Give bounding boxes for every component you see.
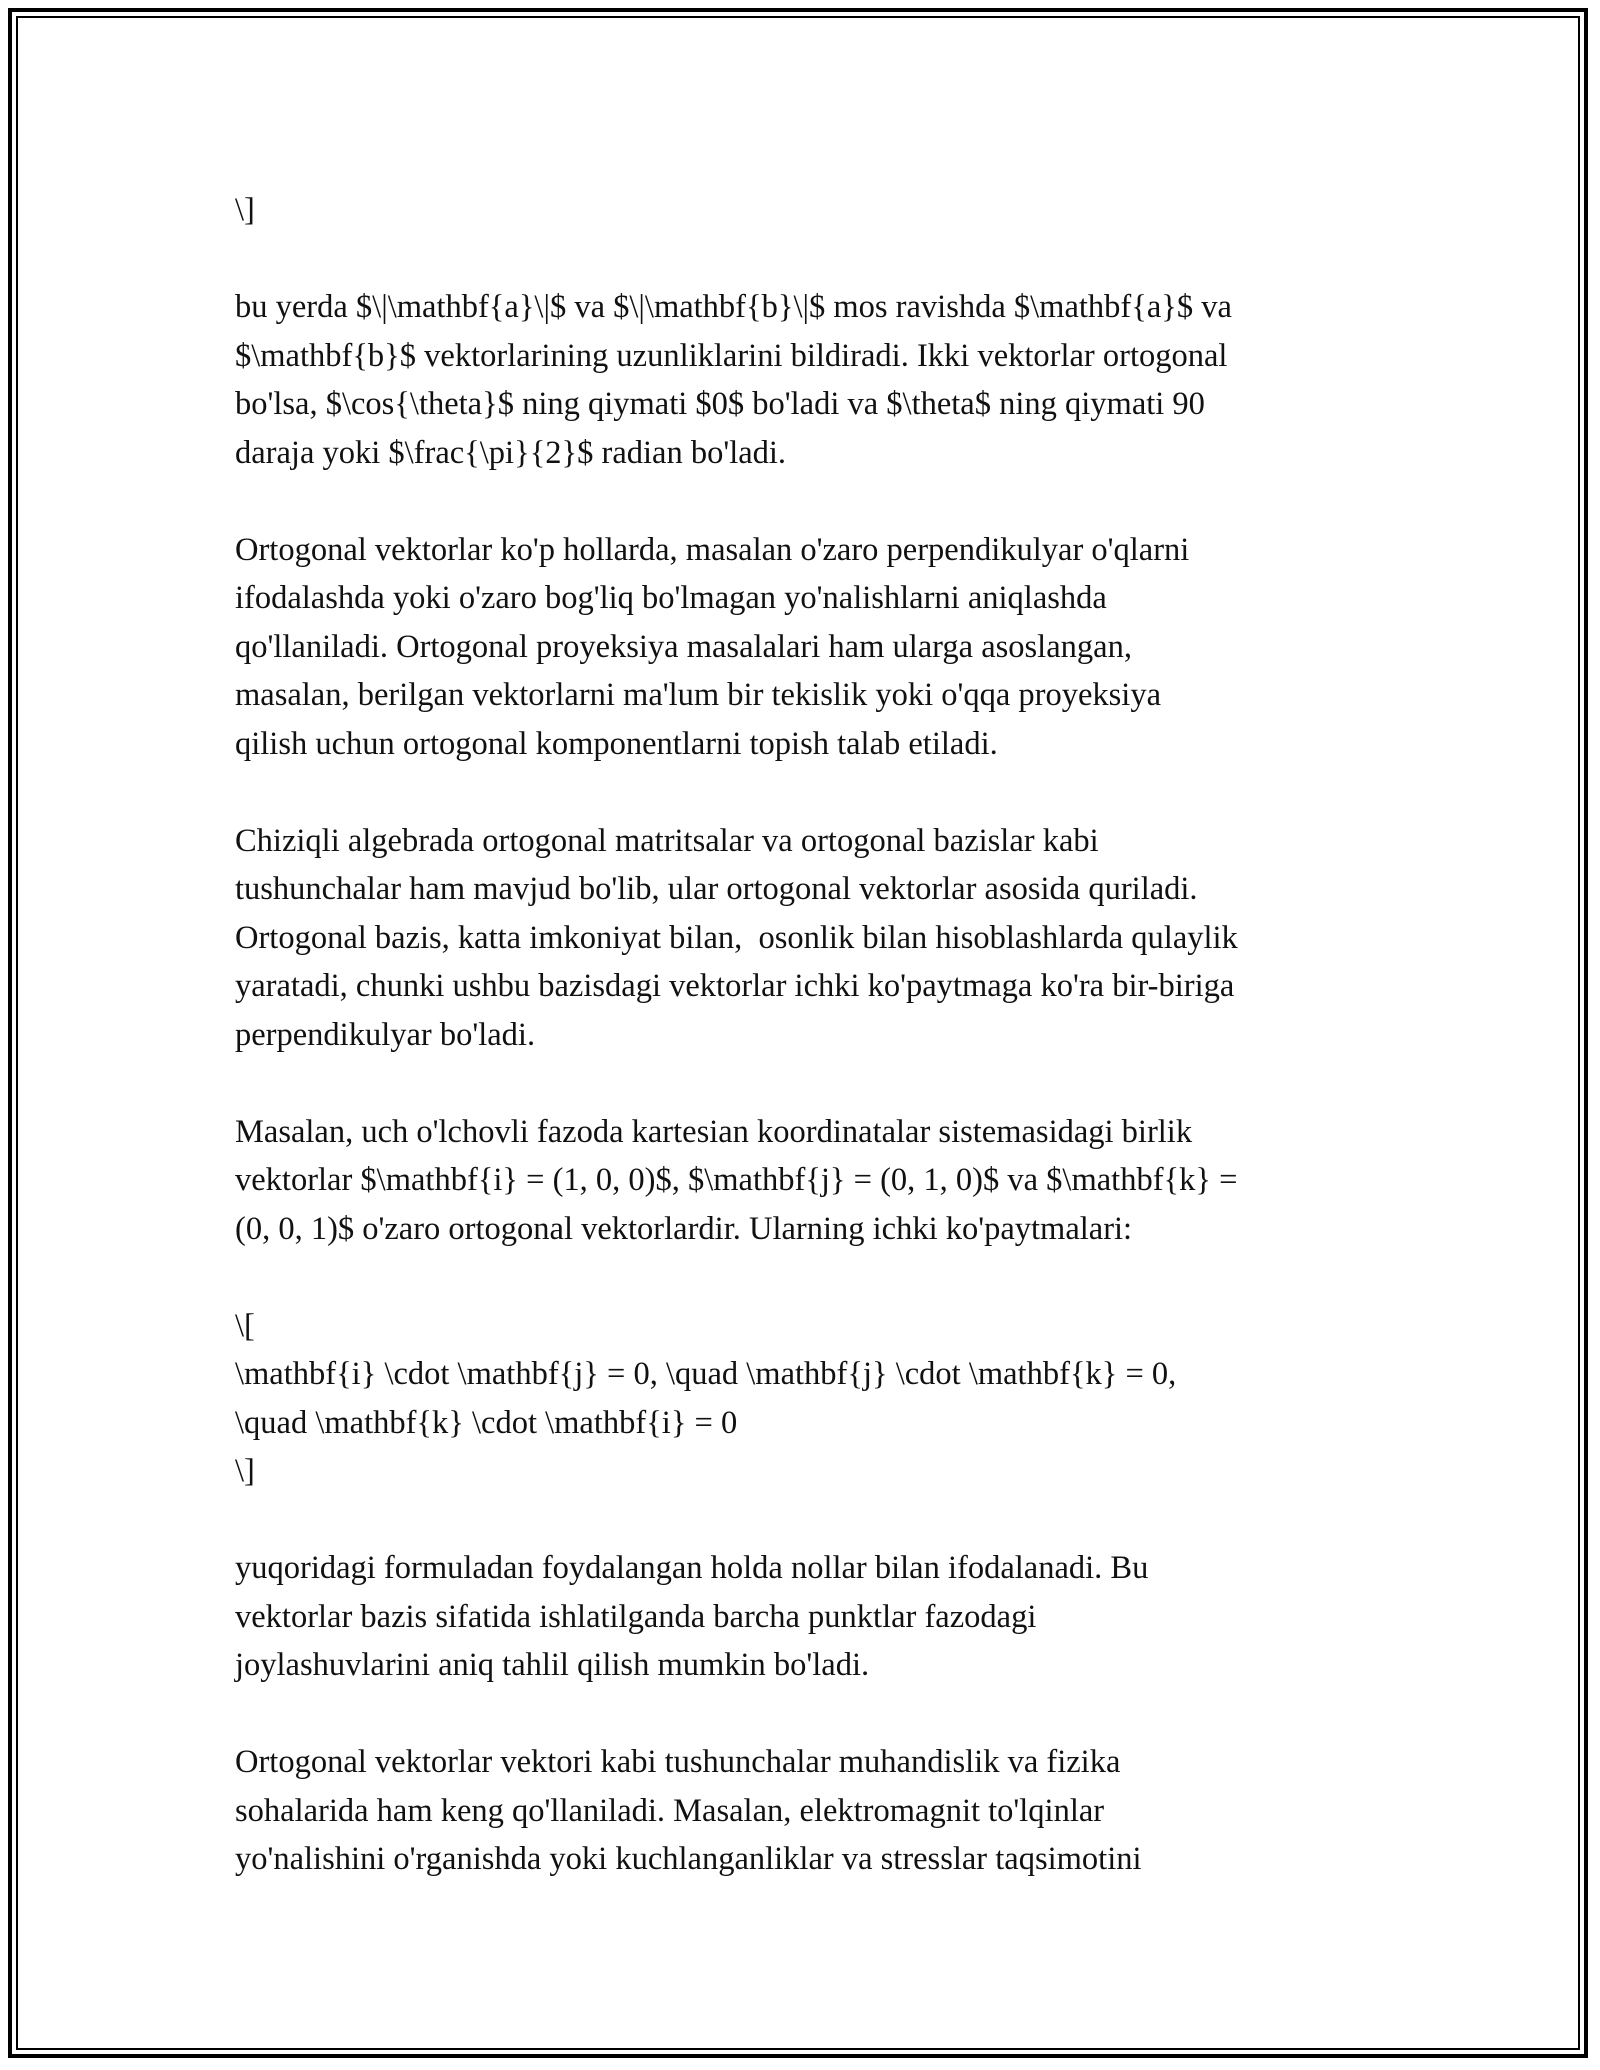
- text-line: daraja yoki $\frac{\pi}{2}$ radian bo'ladi.: [235, 434, 787, 471]
- paragraph-spacer: [235, 1059, 1385, 1108]
- paragraph: [235, 1738, 1385, 1884]
- text-line: Ortogonal bazis, katta imkoniyat bilan, osonlik bilan hisoblashlarda qulaylik: [235, 919, 1238, 956]
- paragraph-spacer: [235, 235, 1385, 284]
- paragraph: [235, 186, 1385, 235]
- paragraph: [235, 1108, 1385, 1254]
- text-line: bu yerda $\|\mathbf{a}\|$ va $\|\mathbf{b}\|$ mos ravishda $\mathbf{a}$ va: [235, 289, 1232, 325]
- text-line: $\mathbf{b}$ vektorlarining uzunliklarini bildiradi. Ikki vektorlar ortogonal: [235, 337, 1228, 374]
- text-line: bo'lsa, $\cos{\theta}$ ning qiymati $0$ bo'ladi va $\theta$ ning qiymati 90: [235, 386, 1205, 422]
- paragraph-spacer: [235, 1690, 1385, 1739]
- paragraph: [235, 817, 1385, 1060]
- text-line: Ortogonal vektorlar vektori kabi tushunchalar muhandislik va fizika: [235, 1744, 1121, 1780]
- text-line: \quad \mathbf{k} \cdot \mathbf{i} = 0: [235, 1404, 738, 1441]
- paragraph-spacer: [235, 1496, 1385, 1545]
- text-line: qo'llaniladi. Ortogonal proyeksiya masalalari ham ularga asoslangan,: [235, 628, 1132, 665]
- paragraph-spacer: [235, 477, 1385, 526]
- text-line: (0, 0, 1)$ o'zaro ortogonal vektorlardir. Ularning ichki ko'paytmalari:: [235, 1210, 1133, 1247]
- text-line: joylashuvlarini aniq tahlil qilish mumkin bo'ladi.: [235, 1647, 870, 1683]
- text-line: \]: [235, 192, 255, 228]
- text-line: qilish uchun ortogonal komponentlarni topish talab etiladi.: [235, 725, 998, 762]
- text-line: Masalan, uch o'lchovli fazoda kartesian koordinatalar sistemasidagi birlik: [235, 1113, 1193, 1150]
- text-line: Chiziqli algebrada ortogonal matritsalar va ortogonal bazislar kabi: [235, 822, 1099, 859]
- text-line: ifodalashda yoki o'zaro bog'liq bo'lmagan yo'nalishlarni aniqlashda: [235, 580, 1107, 616]
- text-line: \[: [235, 1307, 255, 1344]
- paragraph: [235, 1302, 1385, 1496]
- text-line: tushunchalar ham mavjud bo'lib, ular ortogonal vektorlar asosida quriladi.: [235, 871, 1198, 907]
- paragraph-spacer: [235, 768, 1385, 817]
- paragraph-spacer: [235, 1253, 1385, 1302]
- text-line: \mathbf{i} \cdot \mathbf{j} = 0, \quad \mathbf{j} \cdot \mathbf{k} = 0,: [235, 1356, 1177, 1392]
- text-line: yaratadi, chunki ushbu bazisdagi vektorlar ichki ko'paytmaga ko'ra bir-biriga: [235, 968, 1235, 1004]
- text-line: masalan, berilgan vektorlarni ma'lum bir tekislik yoki o'qqa proyeksiya: [235, 677, 1161, 713]
- text-line: vektorlar $\mathbf{i} = (1, 0, 0)$, $\mathbf{j} = (0, 1, 0)$ va $\mathbf{k} =: [235, 1162, 1238, 1198]
- text-line: sohalarida ham keng qo'llaniladi. Masalan, elektromagnit to'lqinlar: [235, 1792, 1105, 1829]
- text-line: perpendikulyar bo'ladi.: [235, 1016, 536, 1053]
- text-line: \]: [235, 1453, 255, 1489]
- text-line: Ortogonal vektorlar ko'p hollarda, masalan o'zaro perpendikulyar o'qlarni: [235, 531, 1190, 568]
- text-line: yo'nalishini o'rganishda yoki kuchlanganliklar va stresslar taqsimotini: [235, 1841, 1142, 1877]
- paragraph: [235, 283, 1385, 477]
- text-line: vektorlar bazis sifatida ishlatilganda barcha punktlar fazodagi: [235, 1598, 1037, 1635]
- text-line: yuqoridagi formuladan foydalangan holda nollar bilan ifodalanadi. Bu: [235, 1550, 1149, 1586]
- paragraph: [235, 1544, 1385, 1690]
- document-body: [235, 186, 1385, 1884]
- paragraph: [235, 526, 1385, 769]
